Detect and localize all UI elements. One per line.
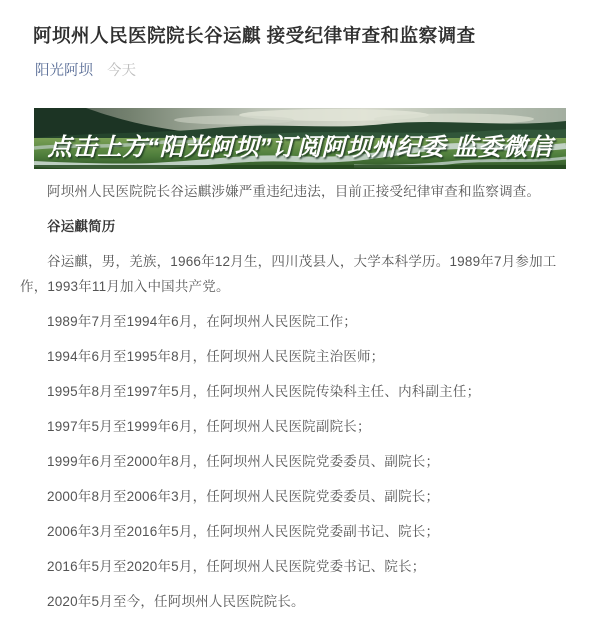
career-item: 2006年3月至2016年5月，任阿坝州人民医院党委副书记、院长； — [47, 524, 440, 539]
banner-caption: 点击上方“阳光阿坝”订阅阿坝州纪委 监委微信 — [47, 134, 557, 161]
career-item: 2020年5月至今，任阿坝州人民医院院长。 — [47, 594, 305, 609]
intro-paragraph: 阿坝州人民医院院长谷运麒涉嫌严重违纪违法，目前正接受纪律审查和监察调查。 — [47, 184, 541, 199]
cloud — [174, 116, 294, 125]
resume-heading: 谷运麒简历 — [47, 219, 116, 234]
career-item: 2016年5月至2020年5月，任阿坝州人民医院党委书记、院长； — [47, 559, 426, 574]
career-item: 2000年8月至2006年3月，任阿坝州人民医院党委委员、副院长； — [47, 489, 440, 504]
banner-photo-svg — [34, 108, 566, 169]
account-link[interactable]: 阳光阿坝 — [35, 63, 93, 79]
career-item: 1995年8月至1997年5月，任阿坝州人民医院传染科主任、内科副主任； — [47, 384, 481, 399]
career-item: 1994年6月至1995年8月，任阿坝州人民医院主治医师； — [47, 349, 385, 364]
career-item: 1989年7月至1994年6月，在阿坝州人民医院工作； — [47, 314, 357, 329]
byline — [35, 61, 565, 81]
banner-image[interactable] — [34, 108, 566, 169]
bio-paragraph: 谷运麒，男，羌族，1966年12月生，四川茂县人，大学本科学历。1989年7月参加工作，1993年11月加入中国共产党。 — [20, 254, 557, 294]
career-item: 1997年5月至1999年6月，任阿坝州人民医院副院长； — [47, 419, 371, 434]
article-body — [0, 179, 600, 614]
career-item: 1999年6月至2000年8月，任阿坝州人民医院党委委员、副院长； — [47, 454, 440, 469]
publish-date: 今天 — [107, 63, 136, 79]
banner-bottom-strip — [34, 165, 566, 169]
page-title: 阿坝州人民医院院长谷运麒 接受纪律审查和监察调查 — [33, 25, 476, 46]
